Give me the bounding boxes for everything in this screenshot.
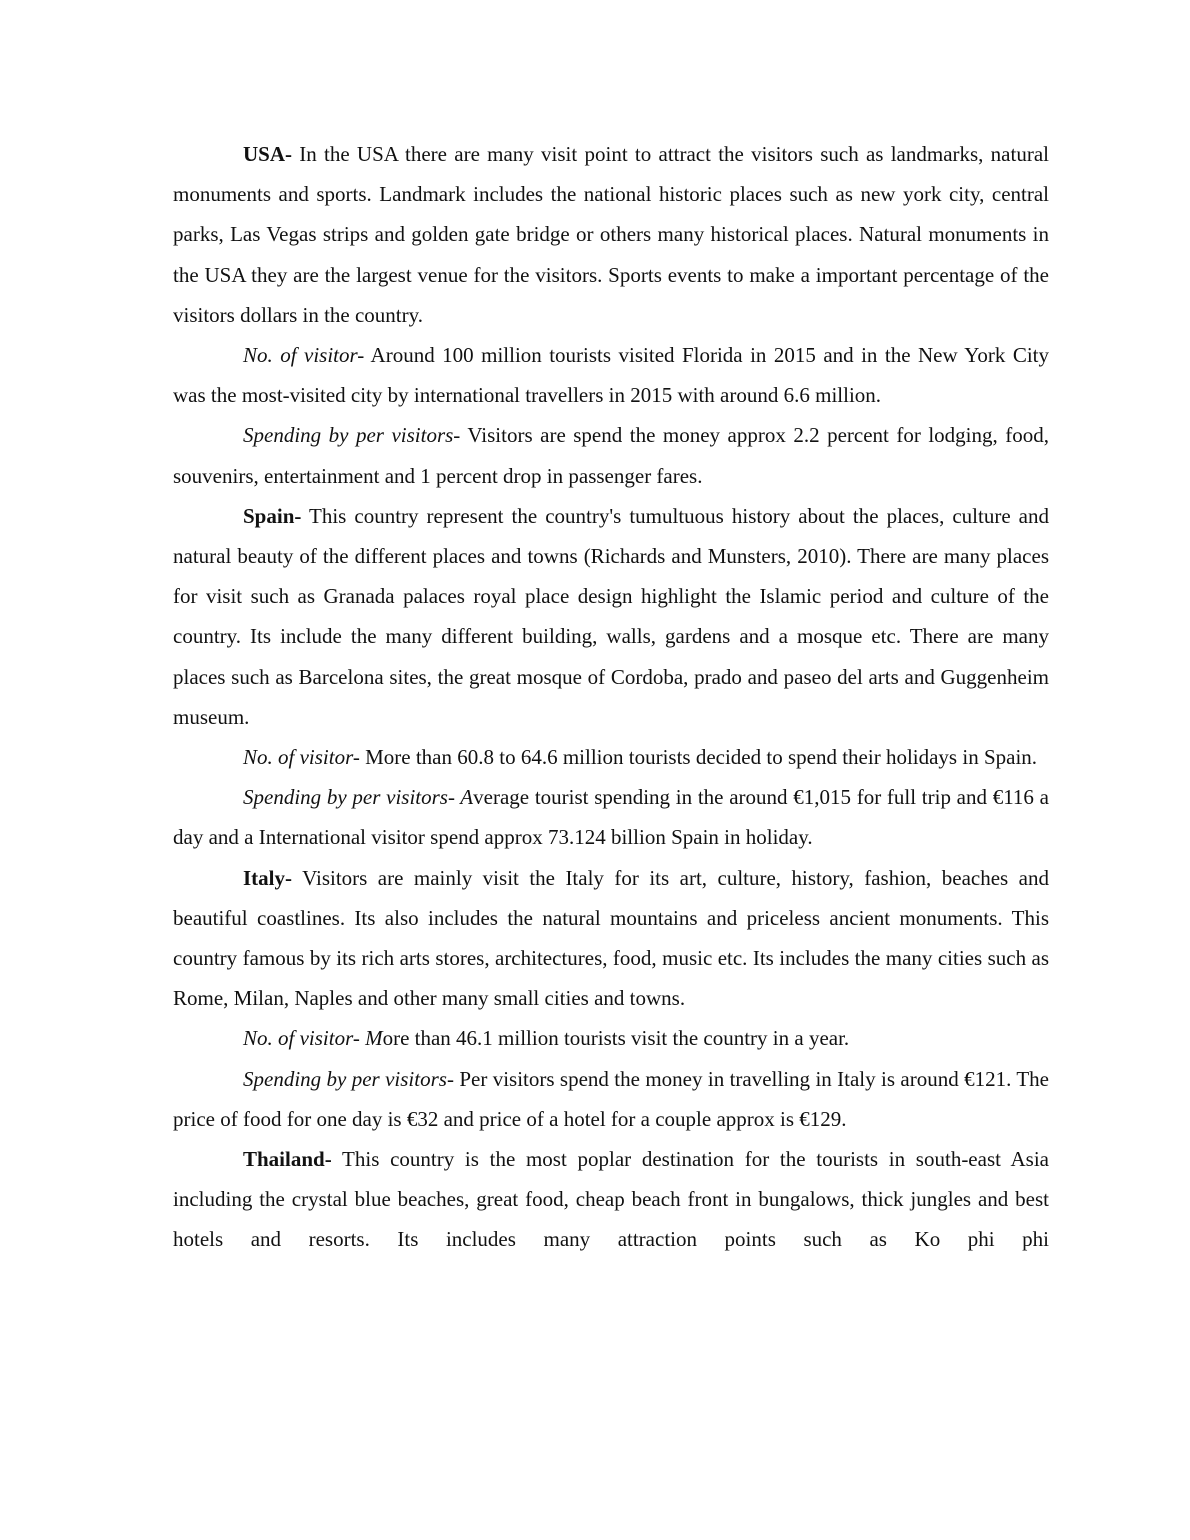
paragraph-text: In the USA there are many visit point to attract the visitors such as landmarks, natural monuments and sports. Landmark includes the national historic places such as new york city, central parks, Las Vegas strips and golden gate bridge or others many historical places. Natural monuments in the USA they are the largest venue for the visitors. Sports events to make a important percentage of the visitors dollars in the country.	[173, 142, 1049, 327]
paragraph-spain-visitors	[173, 737, 1049, 777]
paragraph-italy-visitors	[173, 1018, 1049, 1058]
paragraph-thailand	[173, 1139, 1049, 1260]
paragraph-spain	[173, 496, 1049, 737]
paragraph-text: Visitors are spend the money approx 2.2 percent for lodging, food, souvenirs, entertainment and 1 percent drop in passenger fares.	[173, 423, 1049, 488]
document-page	[173, 134, 1049, 1260]
paragraph-text: More than 60.8 to 64.6 million tourists decided to spend their holidays in Spain.	[359, 745, 1038, 770]
paragraph-text: This country is the most poplar destination for the tourists in south-east Asia including the crystal blue beaches, great food, cheap beach front in bungalows, thick jungles and best hotels and resorts. Its includes many attraction points such as Ko phi phi	[173, 1147, 1049, 1252]
paragraph-text: ore than 46.1 million tourists visit the country in a year.	[382, 1026, 850, 1051]
paragraph-italy-spending	[173, 1059, 1049, 1139]
heading-thailand: Thailand-	[243, 1147, 332, 1172]
label-no-of-visitor: No. of visitor-	[243, 343, 365, 368]
label-spending: Spending by per visitors- A	[243, 785, 474, 810]
heading-italy: Italy-	[243, 865, 292, 890]
label-spending: Spending by per visitors-	[243, 423, 461, 448]
paragraph-usa-visitors	[173, 335, 1049, 415]
label-no-of-visitor: No. of visitor-	[243, 745, 360, 770]
paragraph-spain-spending	[173, 777, 1049, 857]
paragraph-text: This country represent the country's tumultuous history about the places, culture and natural beauty of the different places and towns (Richards and Munsters, 2010). There are many places for visit such as Granada palaces royal place design highlight the Islamic period and culture of the country. Its include the many different building, walls, gardens and a mosque etc. There are many places such as Barcelona sites, the great mosque of Cordoba, prado and paseo del arts and Guggenheim museum.	[173, 503, 1049, 729]
paragraph-text: Visitors are mainly visit the Italy for its art, culture, history, fashion, beaches and beautiful coastlines. Its also includes the natural mountains and priceless ancient monuments. This country famous by its rich arts stores, architectures, food, music etc. Its includes the many cities such as Rome, Milan, Naples and other many small cities and towns.	[173, 865, 1049, 1011]
label-spending: Spending by per visitors-	[243, 1066, 454, 1091]
heading-spain: Spain-	[243, 503, 302, 528]
paragraph-text: Per visitors spend the money in travelling in Italy is around €121. The price of food for one day is €32 and price of a hotel for a couple approx is €129.	[173, 1066, 1049, 1131]
heading-usa: USA-	[243, 142, 293, 166]
paragraph-usa	[173, 134, 1049, 335]
paragraph-italy	[173, 858, 1049, 1019]
paragraph-text: verage tourist spending in the around €1,015 for full trip and €116 a day and a International visitor spend approx 73.124 billion Spain in holiday.	[173, 785, 1049, 850]
paragraph-usa-spending	[173, 415, 1049, 495]
label-no-of-visitor: No. of visitor- M	[243, 1026, 383, 1051]
paragraph-text: Around 100 million tourists visited Florida in 2015 and in the New York City was the most-visited city by international travellers in 2015 with around 6.6 million.	[173, 343, 1049, 408]
